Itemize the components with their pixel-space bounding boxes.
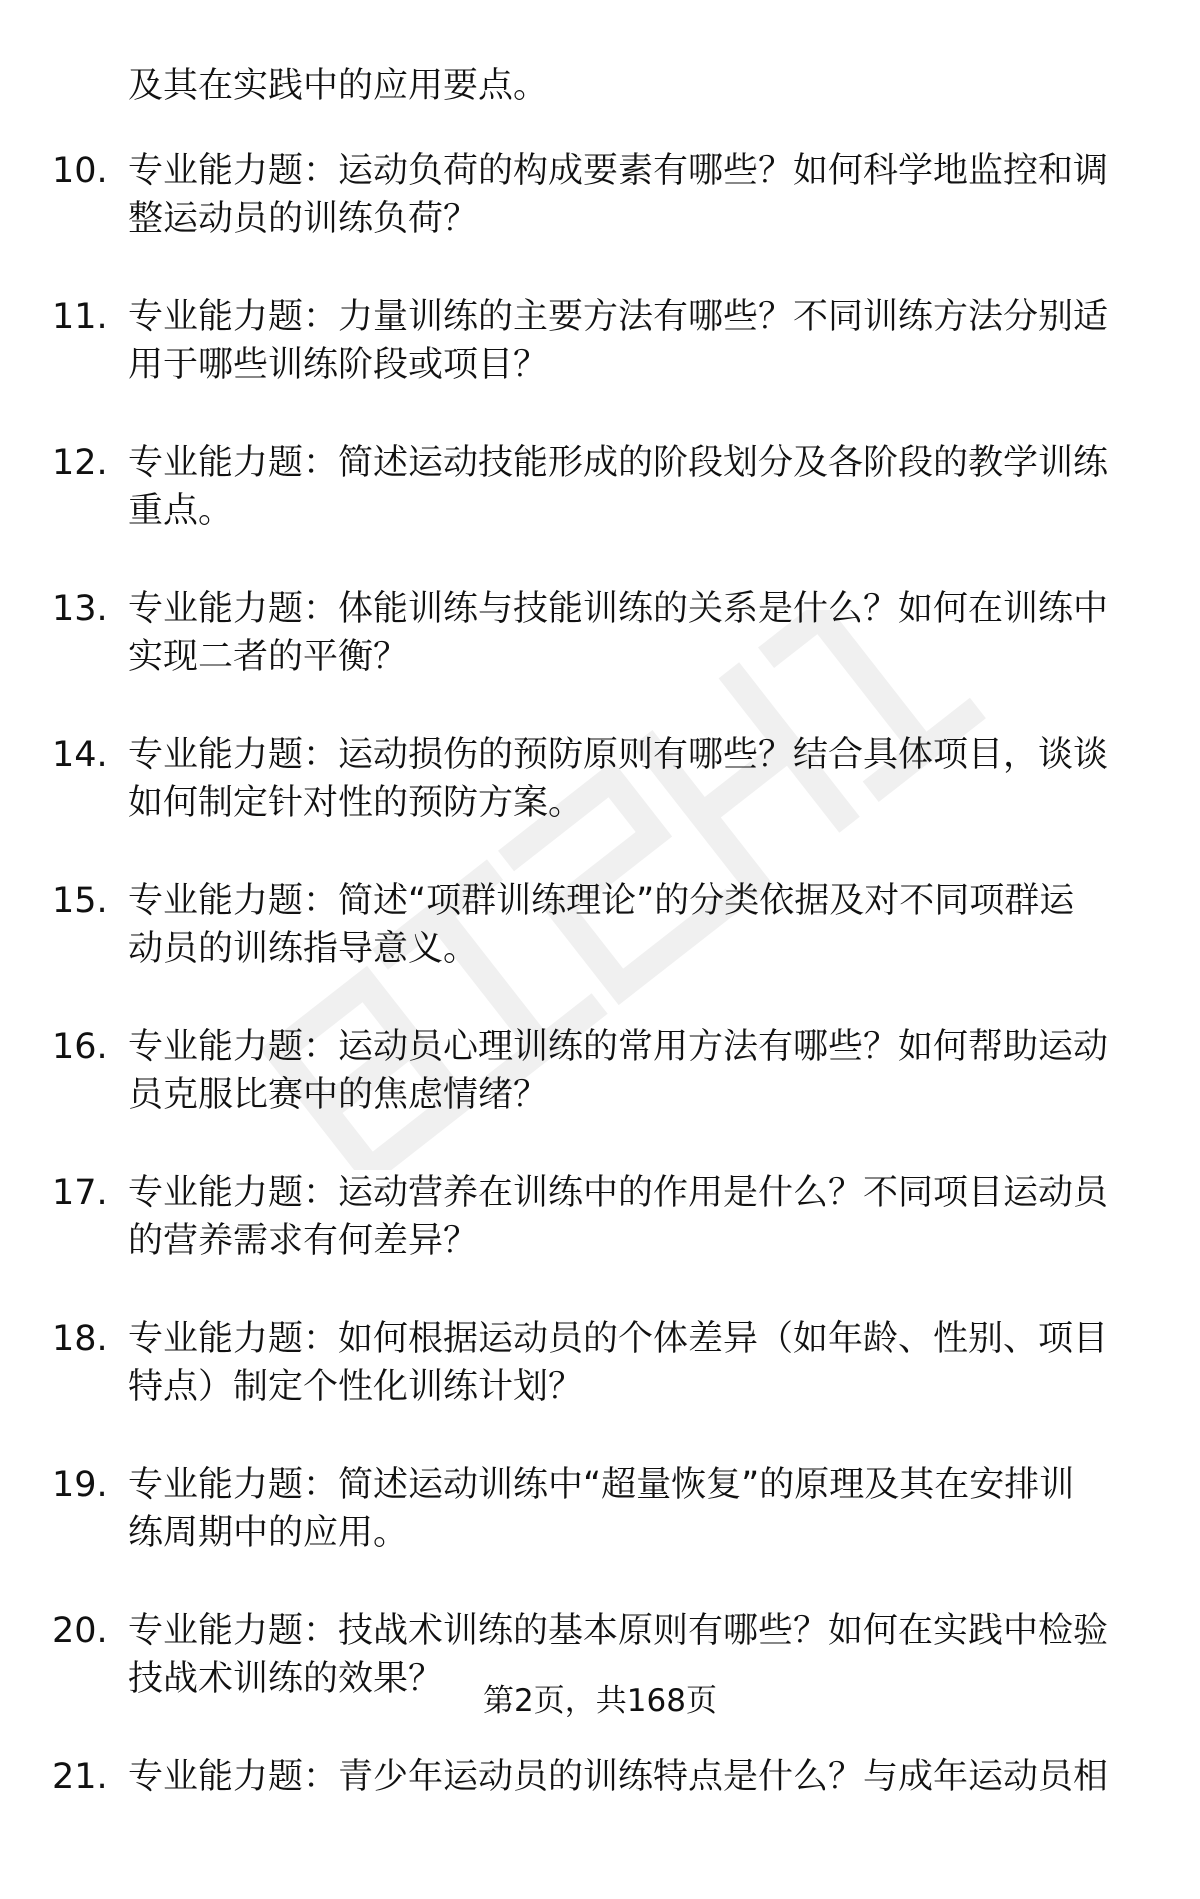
question-text-line: 特点）制定个性化训练计划？ [128,1367,584,1407]
question-text-line: 专业能力题：如何根据运动员的个体差异（如年龄、性别、项目 [128,1319,1109,1359]
question-text-line: 专业能力题：运动负荷的构成要素有哪些？如何科学地监控和调 [128,151,1109,191]
question-number: 15. [52,881,108,921]
question-number: 13. [52,589,108,629]
question-text-line: 员克服比赛中的焦虑情绪？ [128,1075,549,1115]
question-number: 21. [52,1757,108,1797]
question-text-line: 动员的训练指导意义。 [128,929,479,969]
question-text-line: 的营养需求有何差异？ [128,1221,479,1261]
question-text-line: 用于哪些训练阶段或项目？ [128,345,549,385]
question-text [128,877,1150,973]
question-text-line: 专业能力题：简述运动技能形成的阶段划分及各阶段的教学训练 [128,443,1109,483]
question-text [128,147,1150,243]
question-text-line: 实现二者的平衡？ [128,637,409,677]
continuation-text: 及其在实践中的应用要点。 [128,66,549,106]
question-number: 14. [52,735,108,775]
question-number: 18. [52,1319,108,1359]
page-footer: 第2页，共168页 [483,1683,717,1719]
question-text-line: 专业能力题：简述运动训练中“超量恢复”的原理及其在安排训 [128,1465,1075,1505]
question-item [0,293,1200,439]
question-item [0,731,1200,877]
question-text-line: 专业能力题：运动员心理训练的常用方法有哪些？如何帮助运动 [128,1027,1109,1067]
question-text [128,1169,1150,1265]
question-text-line: 专业能力题：青少年运动员的训练特点是什么？与成年运动员相 [128,1757,1109,1797]
question-text-line: 专业能力题：体能训练与技能训练的关系是什么？如何在训练中 [128,589,1109,629]
question-item [0,1023,1200,1169]
question-item [0,147,1200,293]
question-text-line: 整运动员的训练负荷？ [128,199,479,239]
question-text-line: 专业能力题：技战术训练的基本原则有哪些？如何在实践中检验 [128,1611,1109,1651]
question-text-line: 专业能力题：简述“项群训练理论”的分类依据及对不同项群运 [128,881,1075,921]
question-text-line: 专业能力题：运动营养在训练中的作用是什么？不同项目运动员 [128,1173,1109,1213]
question-text [128,1753,1150,1801]
question-text [128,731,1150,827]
question-text [128,1315,1150,1411]
question-text-line: 专业能力题：运动损伤的预防原则有哪些？结合具体项目，谈谈 [128,735,1109,775]
question-text-line: 重点。 [128,491,234,531]
question-list [0,147,1200,1899]
question-number: 20. [52,1611,108,1651]
question-number: 16. [52,1027,108,1067]
question-text [128,585,1150,681]
question-item [0,1461,1200,1607]
question-number: 19. [52,1465,108,1505]
question-item [0,877,1200,1023]
question-text [128,1023,1150,1119]
question-number: 12. [52,443,108,483]
question-item [0,585,1200,731]
question-item [0,1607,1200,1753]
question-text-line: 技战术训练的效果？ [128,1659,444,1699]
question-text-line: 专业能力题：力量训练的主要方法有哪些？不同训练方法分别适 [128,297,1109,337]
question-text-line: 如何制定针对性的预防方案。 [128,783,584,823]
question-text-line: 练周期中的应用。 [128,1513,409,1553]
question-item [0,1315,1200,1461]
question-number: 11. [52,297,108,337]
question-number: 17. [52,1173,108,1213]
question-number: 10. [52,151,108,191]
question-text [128,1461,1150,1557]
question-item [0,1753,1200,1899]
question-item [0,439,1200,585]
question-item [0,1169,1200,1315]
question-text [128,439,1150,535]
question-text [128,293,1150,389]
